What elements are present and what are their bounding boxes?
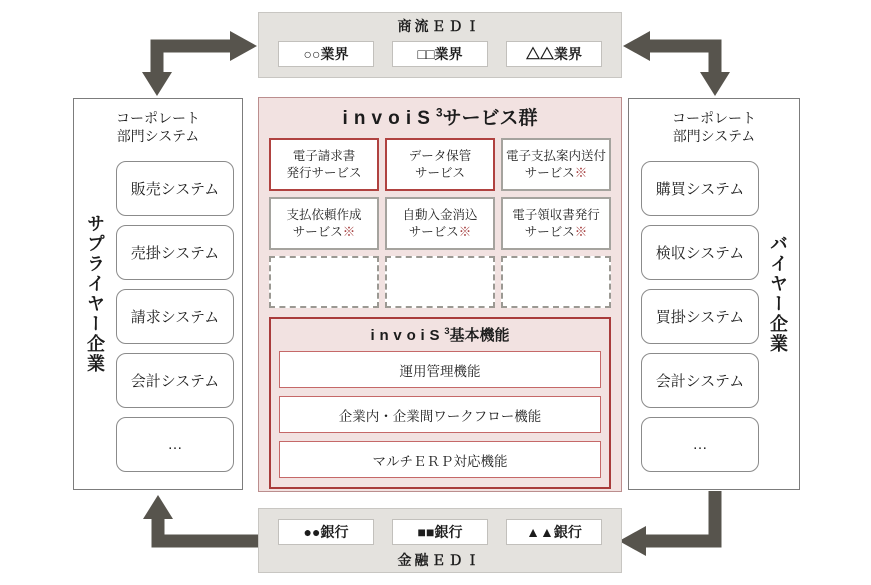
arrow-bottom-right bbox=[619, 491, 715, 556]
service-line1: 支払依頼作成 bbox=[286, 208, 362, 223]
arrow-bottom-left bbox=[143, 495, 259, 541]
feature-box: 運用管理機能 bbox=[279, 351, 601, 388]
industry-box: □□業界 bbox=[392, 41, 488, 67]
system-box: … bbox=[116, 417, 234, 472]
supplier-side-label: サプライヤー企業 bbox=[85, 214, 105, 374]
system-box: 販売システム bbox=[116, 161, 234, 216]
core-functions-title bbox=[271, 324, 609, 345]
system-box: … bbox=[641, 417, 759, 472]
service-line2: 発行サービス bbox=[286, 165, 362, 180]
service-box bbox=[385, 197, 495, 250]
bank-box: ■■銀行 bbox=[392, 519, 488, 545]
service-line2: サービス※ bbox=[408, 224, 472, 239]
industry-box: ○○業界 bbox=[278, 41, 374, 67]
commerce-edi-title: 商流ＥＤＩ bbox=[397, 18, 483, 34]
header-line1: コーポレート bbox=[116, 110, 200, 126]
service-line2: サービス※ bbox=[524, 224, 588, 239]
buyer-side-label: バイヤー企業 bbox=[768, 234, 788, 354]
financial-edi-title: 金融ＥＤＩ bbox=[397, 552, 483, 568]
service-line1: 電子請求書 bbox=[292, 149, 356, 164]
commerce-edi-panel bbox=[258, 12, 622, 78]
supplier-systems bbox=[116, 161, 234, 472]
header-line1: コーポレート bbox=[672, 110, 756, 126]
note-mark: ※ bbox=[458, 224, 472, 239]
title-latin: invoiS bbox=[342, 108, 436, 129]
system-box: 会計システム bbox=[641, 353, 759, 408]
buyer-systems bbox=[641, 161, 759, 472]
note-mark: ※ bbox=[342, 224, 356, 239]
service-line1: 電子支払案内送付 bbox=[505, 149, 606, 164]
buyer-panel bbox=[628, 98, 800, 490]
supplier-panel bbox=[73, 98, 243, 490]
system-box: 買掛システム bbox=[641, 289, 759, 344]
core-functions-panel bbox=[269, 317, 611, 489]
industry-box: △△業界 bbox=[506, 41, 602, 67]
system-box: 会計システム bbox=[116, 353, 234, 408]
industry-row bbox=[259, 41, 621, 67]
invois3-services-panel bbox=[258, 97, 622, 492]
arrow-top-left bbox=[142, 31, 257, 96]
service-line2: サービス bbox=[414, 165, 465, 180]
system-box: 購買システム bbox=[641, 161, 759, 216]
financial-edi-panel bbox=[258, 508, 622, 573]
title-superscript: 3 bbox=[435, 106, 443, 120]
title-rest: サービス群 bbox=[442, 108, 538, 129]
supplier-panel-header bbox=[74, 109, 242, 145]
placeholder-box bbox=[501, 256, 611, 308]
bank-row bbox=[259, 519, 621, 545]
service-box bbox=[269, 197, 379, 250]
feature-box: 企業内・企業間ワークフロー機能 bbox=[279, 396, 601, 433]
feature-box: マルチＥＲＰ対応機能 bbox=[279, 441, 601, 478]
arrow-top-right bbox=[623, 31, 730, 96]
buyer-panel-header bbox=[629, 109, 799, 145]
system-box: 検収システム bbox=[641, 225, 759, 280]
service-box bbox=[501, 197, 611, 250]
service-box bbox=[385, 138, 495, 191]
service-line1: 自動入金消込 bbox=[402, 208, 478, 223]
note-mark: ※ bbox=[574, 165, 588, 180]
service-line2: サービス※ bbox=[524, 165, 588, 180]
title-latin: invoiS bbox=[370, 327, 445, 344]
placeholder-box bbox=[385, 256, 495, 308]
placeholder-box bbox=[269, 256, 379, 308]
title-superscript: 3 bbox=[444, 326, 450, 336]
title-rest: 基本機能 bbox=[449, 327, 510, 344]
bank-box: ▲▲銀行 bbox=[506, 519, 602, 545]
service-line1: 電子領収書発行 bbox=[512, 208, 600, 223]
placeholder-grid bbox=[269, 256, 611, 308]
service-box bbox=[501, 138, 611, 191]
bank-box: ●●銀行 bbox=[278, 519, 374, 545]
header-line2: 部門システム bbox=[672, 128, 756, 145]
invois3-services-title bbox=[259, 103, 621, 130]
system-box: 請求システム bbox=[116, 289, 234, 344]
service-grid bbox=[269, 138, 611, 250]
service-line1: データ保管 bbox=[408, 149, 472, 164]
service-line2: サービス※ bbox=[292, 224, 356, 239]
system-box: 売掛システム bbox=[116, 225, 234, 280]
header-line2: 部門システム bbox=[116, 128, 200, 145]
service-box bbox=[269, 138, 379, 191]
note-mark: ※ bbox=[574, 224, 588, 239]
